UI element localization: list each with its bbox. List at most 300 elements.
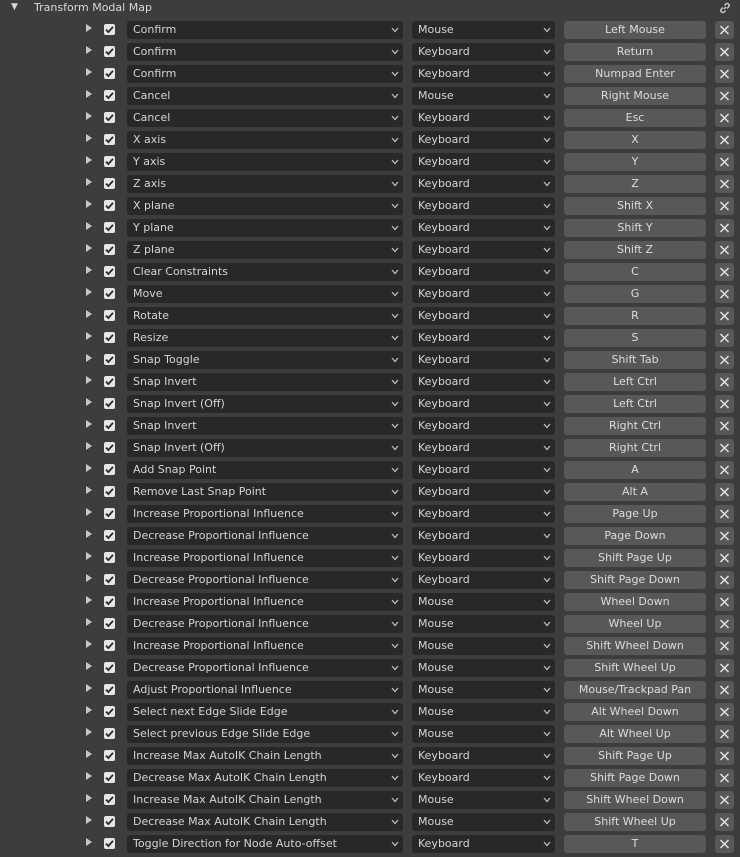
operator-name-dropdown[interactable] bbox=[127, 593, 403, 611]
expand-triangle-icon[interactable] bbox=[86, 266, 92, 274]
key-binding-button[interactable]: Right Mouse bbox=[564, 87, 706, 105]
key-binding-button[interactable]: X bbox=[564, 131, 706, 149]
remove-item-button[interactable] bbox=[715, 571, 734, 589]
operator-name-dropdown[interactable] bbox=[127, 505, 403, 523]
key-binding-button[interactable]: Right Ctrl bbox=[564, 439, 706, 457]
input-type-dropdown[interactable] bbox=[412, 527, 555, 545]
expand-triangle-icon[interactable] bbox=[86, 442, 92, 450]
key-binding-button[interactable]: Shift Page Down bbox=[564, 769, 706, 787]
key-binding-button[interactable]: Shift Tab bbox=[564, 351, 706, 369]
key-binding-button[interactable]: Page Down bbox=[564, 527, 706, 545]
chevron-down-icon bbox=[543, 621, 551, 627]
collapse-triangle-icon[interactable]: ▼ bbox=[11, 2, 18, 12]
input-type-label: Keyboard bbox=[418, 67, 470, 80]
key-binding-button[interactable]: Z bbox=[564, 175, 706, 193]
key-binding-button[interactable]: Wheel Up bbox=[564, 615, 706, 633]
input-type-dropdown[interactable] bbox=[412, 659, 555, 677]
remove-item-button[interactable] bbox=[715, 417, 734, 435]
enable-checkbox[interactable] bbox=[104, 706, 115, 717]
input-type-dropdown[interactable] bbox=[412, 813, 555, 831]
chevron-down-icon bbox=[391, 379, 399, 385]
remove-item-button[interactable] bbox=[715, 307, 734, 325]
input-type-dropdown[interactable] bbox=[412, 109, 555, 127]
expand-triangle-icon[interactable] bbox=[86, 684, 92, 692]
expand-triangle-icon[interactable] bbox=[86, 134, 92, 142]
key-binding-button[interactable]: Shift Page Down bbox=[564, 571, 706, 589]
enable-checkbox[interactable] bbox=[104, 420, 115, 431]
key-binding-button[interactable]: Shift X bbox=[564, 197, 706, 215]
checkmark-icon bbox=[104, 134, 115, 145]
key-binding-button[interactable]: R bbox=[564, 307, 706, 325]
key-binding-button[interactable]: Alt A bbox=[564, 483, 706, 501]
input-type-dropdown[interactable] bbox=[412, 615, 555, 633]
keymap-item-row bbox=[0, 459, 740, 481]
remove-item-button[interactable] bbox=[715, 153, 734, 171]
keymap-item-row bbox=[0, 85, 740, 107]
chevron-down-icon bbox=[543, 357, 551, 363]
operator-name-dropdown[interactable] bbox=[127, 527, 403, 545]
remove-item-button[interactable] bbox=[715, 791, 734, 809]
operator-name-dropdown[interactable] bbox=[127, 395, 403, 413]
chevron-down-icon bbox=[543, 269, 551, 275]
expand-triangle-icon[interactable] bbox=[86, 90, 92, 98]
chevron-down-icon bbox=[391, 621, 399, 627]
enable-checkbox[interactable] bbox=[104, 112, 115, 123]
key-binding-button[interactable]: Left Mouse bbox=[564, 21, 706, 39]
enable-checkbox[interactable] bbox=[104, 816, 115, 827]
operator-name-dropdown[interactable] bbox=[127, 285, 403, 303]
key-binding-button[interactable]: Esc bbox=[564, 109, 706, 127]
key-binding-button[interactable]: Shift Wheel Down bbox=[564, 791, 706, 809]
expand-triangle-icon[interactable] bbox=[86, 662, 92, 670]
enable-checkbox[interactable] bbox=[104, 552, 115, 563]
enable-checkbox[interactable] bbox=[104, 662, 115, 673]
remove-item-button[interactable] bbox=[715, 483, 734, 501]
enable-checkbox[interactable] bbox=[104, 200, 115, 211]
input-type-dropdown[interactable] bbox=[412, 351, 555, 369]
remove-item-button[interactable] bbox=[715, 747, 734, 765]
key-binding-button[interactable]: Shift Page Up bbox=[564, 747, 706, 765]
remove-item-button[interactable] bbox=[715, 703, 734, 721]
input-type-dropdown[interactable] bbox=[412, 747, 555, 765]
remove-item-button[interactable] bbox=[715, 263, 734, 281]
expand-triangle-icon[interactable] bbox=[86, 838, 92, 846]
checkmark-icon bbox=[104, 706, 115, 717]
operator-name-dropdown[interactable] bbox=[127, 109, 403, 127]
input-type-label: Keyboard bbox=[418, 441, 470, 454]
enable-checkbox[interactable] bbox=[104, 266, 115, 277]
chevron-down-icon bbox=[543, 203, 551, 209]
enable-checkbox[interactable] bbox=[104, 640, 115, 651]
chevron-down-icon bbox=[543, 841, 551, 847]
input-type-dropdown[interactable] bbox=[412, 791, 555, 809]
remove-item-button[interactable] bbox=[715, 131, 734, 149]
enable-checkbox[interactable] bbox=[104, 530, 115, 541]
operator-name-dropdown[interactable] bbox=[127, 791, 403, 809]
enable-checkbox[interactable] bbox=[104, 838, 115, 849]
chevron-down-icon bbox=[543, 775, 551, 781]
key-binding-button[interactable]: Alt Wheel Up bbox=[564, 725, 706, 743]
operator-name-dropdown[interactable] bbox=[127, 681, 403, 699]
chevron-down-icon bbox=[543, 423, 551, 429]
input-type-dropdown[interactable] bbox=[412, 681, 555, 699]
key-binding-button[interactable]: Wheel Down bbox=[564, 593, 706, 611]
operator-name-label: Decrease Max AutoIK Chain Length bbox=[133, 815, 327, 828]
remove-item-button[interactable] bbox=[715, 65, 734, 83]
chevron-down-icon bbox=[543, 93, 551, 99]
chevron-down-icon bbox=[391, 841, 399, 847]
key-binding-button[interactable]: Mouse/Trackpad Pan bbox=[564, 681, 706, 699]
chevron-down-icon bbox=[543, 71, 551, 77]
expand-triangle-icon[interactable] bbox=[86, 200, 92, 208]
enable-checkbox[interactable] bbox=[104, 728, 115, 739]
key-binding-button[interactable]: C bbox=[564, 263, 706, 281]
key-binding-button[interactable]: Alt Wheel Down bbox=[564, 703, 706, 721]
expand-triangle-icon[interactable] bbox=[86, 816, 92, 824]
key-binding-button[interactable]: Shift Page Up bbox=[564, 549, 706, 567]
checkmark-icon bbox=[104, 68, 115, 79]
operator-name-dropdown[interactable] bbox=[127, 131, 403, 149]
operator-name-dropdown[interactable] bbox=[127, 461, 403, 479]
operator-name-dropdown[interactable] bbox=[127, 373, 403, 391]
enable-checkbox[interactable] bbox=[104, 156, 115, 167]
enable-checkbox[interactable] bbox=[104, 68, 115, 79]
operator-name-dropdown[interactable] bbox=[127, 21, 403, 39]
key-binding-button[interactable]: Shift Wheel Up bbox=[564, 659, 706, 677]
operator-name-label: Snap Invert bbox=[133, 375, 197, 388]
remove-item-button[interactable] bbox=[715, 329, 734, 347]
expand-triangle-icon[interactable] bbox=[86, 354, 92, 362]
enable-checkbox[interactable] bbox=[104, 222, 115, 233]
chevron-down-icon bbox=[543, 819, 551, 825]
input-type-label: Keyboard bbox=[418, 551, 470, 564]
expand-triangle-icon[interactable] bbox=[86, 398, 92, 406]
input-type-dropdown[interactable] bbox=[412, 197, 555, 215]
close-icon bbox=[719, 795, 730, 805]
input-type-dropdown[interactable] bbox=[412, 417, 555, 435]
remove-item-button[interactable] bbox=[715, 395, 734, 413]
expand-triangle-icon[interactable] bbox=[86, 508, 92, 516]
input-type-dropdown[interactable] bbox=[412, 835, 555, 853]
remove-item-button[interactable] bbox=[715, 87, 734, 105]
enable-checkbox[interactable] bbox=[104, 310, 115, 321]
remove-item-button[interactable] bbox=[715, 527, 734, 545]
operator-name-label: Z plane bbox=[133, 243, 175, 256]
remove-item-button[interactable] bbox=[715, 109, 734, 127]
keymap-item-row bbox=[0, 503, 740, 525]
enable-checkbox[interactable] bbox=[104, 772, 115, 783]
enable-checkbox[interactable] bbox=[104, 46, 115, 57]
input-type-label: Keyboard bbox=[418, 287, 470, 300]
key-binding-button[interactable]: Shift Z bbox=[564, 241, 706, 259]
enable-checkbox[interactable] bbox=[104, 618, 115, 629]
chevron-down-icon bbox=[391, 401, 399, 407]
enable-checkbox[interactable] bbox=[104, 508, 115, 519]
input-type-dropdown[interactable] bbox=[412, 637, 555, 655]
chevron-down-icon bbox=[543, 643, 551, 649]
chevron-down-icon bbox=[543, 379, 551, 385]
remove-item-button[interactable] bbox=[715, 21, 734, 39]
expand-triangle-icon[interactable] bbox=[86, 420, 92, 428]
operator-name-dropdown[interactable] bbox=[127, 329, 403, 347]
input-type-dropdown[interactable] bbox=[412, 131, 555, 149]
operator-name-dropdown[interactable] bbox=[127, 241, 403, 259]
remove-item-button[interactable] bbox=[715, 175, 734, 193]
input-type-label: Mouse bbox=[418, 705, 454, 718]
input-type-label: Keyboard bbox=[418, 309, 470, 322]
chevron-down-icon bbox=[391, 203, 399, 209]
key-binding-button[interactable]: Shift Wheel Down bbox=[564, 637, 706, 655]
expand-triangle-icon[interactable] bbox=[86, 376, 92, 384]
expand-triangle-icon[interactable] bbox=[86, 596, 92, 604]
remove-item-button[interactable] bbox=[715, 197, 734, 215]
enable-checkbox[interactable] bbox=[104, 288, 115, 299]
expand-triangle-icon[interactable] bbox=[86, 222, 92, 230]
key-binding-button[interactable]: Shift Wheel Up bbox=[564, 813, 706, 831]
enable-checkbox[interactable] bbox=[104, 486, 115, 497]
remove-item-button[interactable] bbox=[715, 219, 734, 237]
operator-name-label: Snap Invert (Off) bbox=[133, 397, 225, 410]
key-binding-button[interactable]: A bbox=[564, 461, 706, 479]
enable-checkbox[interactable] bbox=[104, 684, 115, 695]
operator-name-label: Increase Max AutoIK Chain Length bbox=[133, 749, 322, 762]
enable-checkbox[interactable] bbox=[104, 178, 115, 189]
remove-item-button[interactable] bbox=[715, 835, 734, 853]
input-type-dropdown[interactable] bbox=[412, 439, 555, 457]
checkmark-icon bbox=[104, 530, 115, 541]
enable-checkbox[interactable] bbox=[104, 134, 115, 145]
enable-checkbox[interactable] bbox=[104, 376, 115, 387]
remove-item-button[interactable] bbox=[715, 769, 734, 787]
input-type-dropdown[interactable] bbox=[412, 241, 555, 259]
keymap-item-row bbox=[0, 701, 740, 723]
remove-item-button[interactable] bbox=[715, 615, 734, 633]
operator-name-dropdown[interactable] bbox=[127, 549, 403, 567]
operator-name-label: Increase Proportional Influence bbox=[133, 595, 304, 608]
chevron-down-icon bbox=[543, 291, 551, 297]
expand-triangle-icon[interactable] bbox=[86, 750, 92, 758]
operator-name-dropdown[interactable] bbox=[127, 571, 403, 589]
chevron-down-icon bbox=[543, 511, 551, 517]
operator-name-dropdown[interactable] bbox=[127, 725, 403, 743]
input-type-label: Keyboard bbox=[418, 133, 470, 146]
expand-triangle-icon[interactable] bbox=[86, 552, 92, 560]
close-icon bbox=[719, 817, 730, 827]
chevron-down-icon bbox=[543, 445, 551, 451]
enable-checkbox[interactable] bbox=[104, 750, 115, 761]
expand-triangle-icon[interactable] bbox=[86, 486, 92, 494]
input-type-dropdown[interactable] bbox=[412, 571, 555, 589]
key-binding-button[interactable]: Page Up bbox=[564, 505, 706, 523]
operator-name-dropdown[interactable] bbox=[127, 219, 403, 237]
input-type-label: Keyboard bbox=[418, 111, 470, 124]
input-type-dropdown[interactable] bbox=[412, 461, 555, 479]
input-type-dropdown[interactable] bbox=[412, 263, 555, 281]
input-type-dropdown[interactable] bbox=[412, 505, 555, 523]
remove-item-button[interactable] bbox=[715, 505, 734, 523]
operator-name-dropdown[interactable] bbox=[127, 43, 403, 61]
expand-triangle-icon[interactable] bbox=[86, 464, 92, 472]
operator-name-label: Snap Invert bbox=[133, 419, 197, 432]
operator-name-dropdown[interactable] bbox=[127, 307, 403, 325]
panel-header[interactable] bbox=[0, 0, 740, 17]
chevron-down-icon bbox=[391, 93, 399, 99]
remove-item-button[interactable] bbox=[715, 659, 734, 677]
input-type-dropdown[interactable] bbox=[412, 483, 555, 501]
chevron-down-icon bbox=[391, 797, 399, 803]
remove-item-button[interactable] bbox=[715, 439, 734, 457]
close-icon bbox=[719, 421, 730, 431]
input-type-dropdown[interactable] bbox=[412, 725, 555, 743]
enable-checkbox[interactable] bbox=[104, 354, 115, 365]
operator-name-label: Clear Constraints bbox=[133, 265, 229, 278]
checkmark-icon bbox=[104, 794, 115, 805]
close-icon bbox=[719, 509, 730, 519]
expand-triangle-icon[interactable] bbox=[86, 530, 92, 538]
operator-name-dropdown[interactable] bbox=[127, 835, 403, 853]
operator-name-dropdown[interactable] bbox=[127, 615, 403, 633]
remove-item-button[interactable] bbox=[715, 43, 734, 61]
close-icon bbox=[719, 333, 730, 343]
input-type-dropdown[interactable] bbox=[412, 153, 555, 171]
enable-checkbox[interactable] bbox=[104, 90, 115, 101]
keymap-item-row bbox=[0, 635, 740, 657]
enable-checkbox[interactable] bbox=[104, 332, 115, 343]
input-type-dropdown[interactable] bbox=[412, 219, 555, 237]
operator-name-dropdown[interactable] bbox=[127, 483, 403, 501]
expand-triangle-icon[interactable] bbox=[86, 706, 92, 714]
remove-item-button[interactable] bbox=[715, 681, 734, 699]
link-icon[interactable] bbox=[718, 1, 732, 15]
expand-triangle-icon[interactable] bbox=[86, 288, 92, 296]
input-type-dropdown[interactable] bbox=[412, 285, 555, 303]
chevron-down-icon bbox=[391, 709, 399, 715]
enable-checkbox[interactable] bbox=[104, 574, 115, 585]
input-type-dropdown[interactable] bbox=[412, 549, 555, 567]
remove-item-button[interactable] bbox=[715, 813, 734, 831]
remove-item-button[interactable] bbox=[715, 461, 734, 479]
input-type-dropdown[interactable] bbox=[412, 87, 555, 105]
expand-triangle-icon[interactable] bbox=[86, 178, 92, 186]
key-binding-button[interactable]: G bbox=[564, 285, 706, 303]
checkmark-icon bbox=[104, 244, 115, 255]
input-type-dropdown[interactable] bbox=[412, 21, 555, 39]
panel-title: Transform Modal Map bbox=[34, 1, 152, 14]
operator-name-dropdown[interactable] bbox=[127, 439, 403, 457]
expand-triangle-icon[interactable] bbox=[86, 728, 92, 736]
operator-name-dropdown[interactable] bbox=[127, 637, 403, 655]
chevron-down-icon bbox=[391, 489, 399, 495]
enable-checkbox[interactable] bbox=[104, 596, 115, 607]
enable-checkbox[interactable] bbox=[104, 464, 115, 475]
remove-item-button[interactable] bbox=[715, 285, 734, 303]
expand-triangle-icon[interactable] bbox=[86, 244, 92, 252]
expand-triangle-icon[interactable] bbox=[86, 794, 92, 802]
expand-triangle-icon[interactable] bbox=[86, 112, 92, 120]
input-type-dropdown[interactable] bbox=[412, 395, 555, 413]
enable-checkbox[interactable] bbox=[104, 442, 115, 453]
expand-triangle-icon[interactable] bbox=[86, 68, 92, 76]
chevron-down-icon bbox=[391, 445, 399, 451]
input-type-dropdown[interactable] bbox=[412, 175, 555, 193]
operator-name-label: Decrease Proportional Influence bbox=[133, 573, 309, 586]
input-type-label: Keyboard bbox=[418, 331, 470, 344]
key-binding-button[interactable]: Return bbox=[564, 43, 706, 61]
operator-name-dropdown[interactable] bbox=[127, 351, 403, 369]
input-type-dropdown[interactable] bbox=[412, 769, 555, 787]
expand-triangle-icon[interactable] bbox=[86, 574, 92, 582]
checkmark-icon bbox=[104, 24, 115, 35]
input-type-dropdown[interactable] bbox=[412, 373, 555, 391]
input-type-dropdown[interactable] bbox=[412, 307, 555, 325]
expand-triangle-icon[interactable] bbox=[86, 310, 92, 318]
operator-name-dropdown[interactable] bbox=[127, 87, 403, 105]
expand-triangle-icon[interactable] bbox=[86, 46, 92, 54]
remove-item-button[interactable] bbox=[715, 373, 734, 391]
key-binding-button[interactable]: Shift Y bbox=[564, 219, 706, 237]
input-type-label: Keyboard bbox=[418, 243, 470, 256]
input-type-dropdown[interactable] bbox=[412, 329, 555, 347]
operator-name-dropdown[interactable] bbox=[127, 153, 403, 171]
expand-triangle-icon[interactable] bbox=[86, 156, 92, 164]
enable-checkbox[interactable] bbox=[104, 398, 115, 409]
close-icon bbox=[719, 619, 730, 629]
expand-triangle-icon[interactable] bbox=[86, 618, 92, 626]
expand-triangle-icon[interactable] bbox=[86, 332, 92, 340]
remove-item-button[interactable] bbox=[715, 241, 734, 259]
remove-item-button[interactable] bbox=[715, 351, 734, 369]
remove-item-button[interactable] bbox=[715, 593, 734, 611]
enable-checkbox[interactable] bbox=[104, 794, 115, 805]
input-type-dropdown[interactable] bbox=[412, 43, 555, 61]
input-type-dropdown[interactable] bbox=[412, 65, 555, 83]
key-binding-button[interactable]: T bbox=[564, 835, 706, 853]
expand-triangle-icon[interactable] bbox=[86, 640, 92, 648]
enable-checkbox[interactable] bbox=[104, 24, 115, 35]
operator-name-dropdown[interactable] bbox=[127, 813, 403, 831]
expand-triangle-icon[interactable] bbox=[86, 24, 92, 32]
key-binding-button[interactable]: Right Ctrl bbox=[564, 417, 706, 435]
key-binding-button[interactable]: Left Ctrl bbox=[564, 373, 706, 391]
remove-item-button[interactable] bbox=[715, 637, 734, 655]
operator-name-dropdown[interactable] bbox=[127, 659, 403, 677]
input-type-label: Mouse bbox=[418, 683, 454, 696]
enable-checkbox[interactable] bbox=[104, 244, 115, 255]
operator-name-dropdown[interactable] bbox=[127, 769, 403, 787]
operator-name-dropdown[interactable] bbox=[127, 197, 403, 215]
remove-item-button[interactable] bbox=[715, 549, 734, 567]
operator-name-dropdown[interactable] bbox=[127, 65, 403, 83]
operator-name-dropdown[interactable] bbox=[127, 263, 403, 281]
operator-name-dropdown[interactable] bbox=[127, 417, 403, 435]
remove-item-button[interactable] bbox=[715, 725, 734, 743]
input-type-dropdown[interactable] bbox=[412, 703, 555, 721]
key-binding-button[interactable]: S bbox=[564, 329, 706, 347]
checkmark-icon bbox=[104, 398, 115, 409]
key-binding-button[interactable]: Numpad Enter bbox=[564, 65, 706, 83]
key-binding-button[interactable]: Y bbox=[564, 153, 706, 171]
operator-name-dropdown[interactable] bbox=[127, 703, 403, 721]
close-icon bbox=[719, 707, 730, 717]
keymap-item-row bbox=[0, 129, 740, 151]
expand-triangle-icon[interactable] bbox=[86, 772, 92, 780]
close-icon bbox=[719, 91, 730, 101]
operator-name-dropdown[interactable] bbox=[127, 747, 403, 765]
key-binding-button[interactable]: Left Ctrl bbox=[564, 395, 706, 413]
input-type-dropdown[interactable] bbox=[412, 593, 555, 611]
keymap-item-row bbox=[0, 371, 740, 393]
operator-name-dropdown[interactable] bbox=[127, 175, 403, 193]
